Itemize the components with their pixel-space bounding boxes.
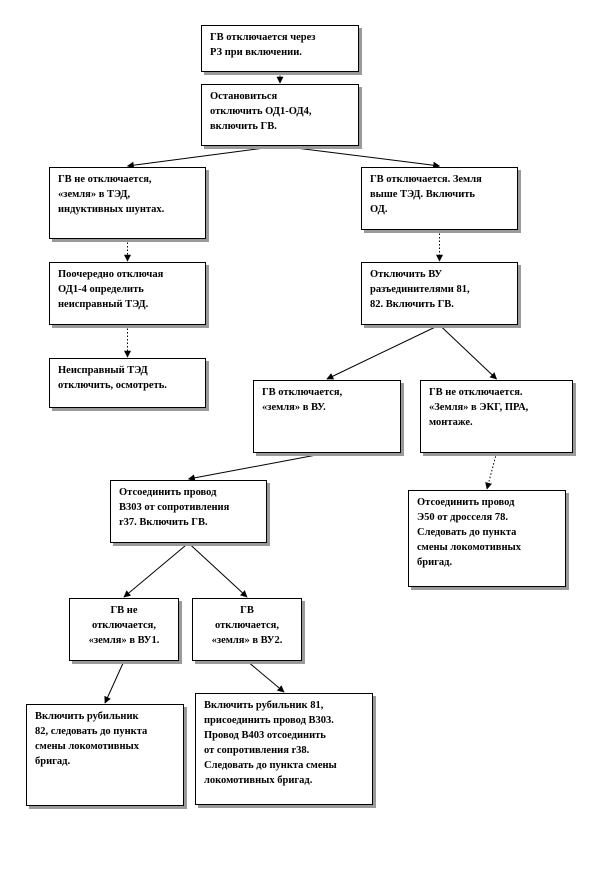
node-ground-in-ekg-pra: ГВ не отключается. «Земля» в ЭКГ, ПРА, монтаже. (420, 380, 573, 453)
arrow-n6-to-n9 (440, 325, 497, 379)
arrow-n13-to-n15 (247, 661, 284, 692)
node-switch-81-reconnect: Включить рубильник 81, присоединить провод В303. Провод В403 отсоединить от сопротивления r38. Следовать до пункта смены локомотивных бригад. (195, 693, 373, 805)
node-disconnect-vu: Отключить ВУ разъединителями 81, 82. Включить ГВ. (361, 262, 518, 325)
node-gv-trips-on-close: ГВ отключается через РЗ при включении. (201, 25, 359, 72)
node-gv-not-tripping-ground-in-ted: ГВ не отключается, «земля» в ТЭД, индуктивных шунтах. (49, 167, 206, 239)
arrow-n2-to-n3 (128, 146, 281, 166)
node-ground-in-vu2: ГВ отключается, «земля» в ВУ2. (192, 598, 302, 661)
arrow-n12-to-n14 (105, 661, 124, 703)
arrow-n6-to-n8 (327, 325, 440, 379)
node-switch-82-proceed: Включить рубильник 82, следовать до пункта смены локомотивных бригад. (26, 704, 184, 806)
node-find-faulty-ted: Поочередно отключая ОД1-4 определить неисправный ТЭД. (49, 262, 206, 325)
node-ground-in-vu1: ГВ не отключается, «земля» в ВУ1. (69, 598, 179, 661)
node-faulty-ted-inspect: Неисправный ТЭД отключить, осмотреть. (49, 358, 206, 408)
node-gv-trips-ground-above-ted: ГВ отключается. Земля выше ТЭД. Включить ОД. (361, 167, 518, 230)
arrow-n10-to-n13 (189, 543, 248, 597)
arrow-n9-to-n11 (487, 453, 497, 489)
arrow-n10-to-n12 (124, 543, 189, 597)
node-stop-disconnect-od: Остановиться отключить ОД1-ОД4, включить ГВ. (201, 84, 359, 146)
arrow-n2-to-n4 (280, 146, 440, 166)
node-disconnect-wire-v303: Отсоединить провод В303 от сопротивления r37. Включить ГВ. (110, 480, 267, 543)
node-disconnect-wire-e50: Отсоединить провод Э50 от дросселя 78. Следовать до пункта смены локомотивных бригад. (408, 490, 566, 587)
arrow-n8-to-n10 (189, 453, 328, 479)
node-gv-trips-ground-in-vu: ГВ отключается, «земля» в ВУ. (253, 380, 401, 453)
